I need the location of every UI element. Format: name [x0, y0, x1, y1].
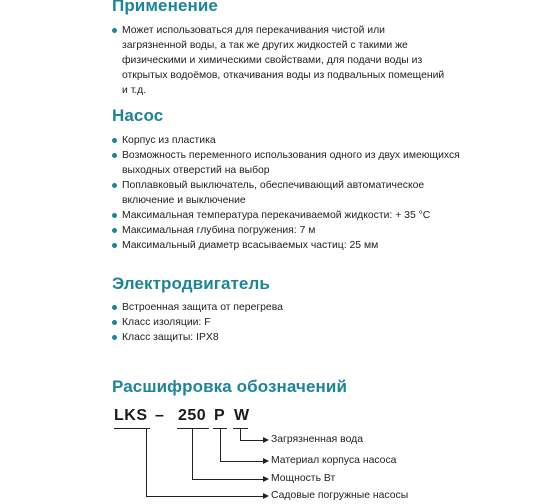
section-pump [112, 106, 552, 253]
bullet-dot-icon [112, 153, 117, 158]
section-application [112, 0, 552, 98]
arrow-right-icon [263, 493, 269, 499]
list-item: Встроенная защита от перегрева [112, 300, 552, 315]
bullet-dot-icon [112, 28, 117, 33]
list-item: Может использоваться для перекачивания чистой или загрязненной воды, а так же других жидкостей с такими же физическими и химическими свойствами, для подачи воды из открытых водоёмов, откачивания воды из подвальных помещений и т.д. [112, 23, 452, 98]
bullet-dot-icon [112, 228, 117, 233]
list-item: Максимальная глубина погружения: 7 м [112, 223, 552, 238]
legend-material: Материал корпуса насоса [271, 455, 397, 466]
motor-list [112, 300, 552, 345]
list-item: Максимальный диаметр всасываемых частиц: 25 мм [112, 238, 552, 253]
connector-material-v [220, 428, 221, 461]
code-part-water: W [234, 407, 250, 424]
bullet-dot-icon [112, 320, 117, 325]
list-item: Корпус из пластика [112, 133, 552, 148]
section-title-decoding: Расшифровка обозначений [112, 377, 348, 396]
bullet-dot-icon [112, 243, 117, 248]
connector-water-h [240, 440, 264, 441]
arrow-right-icon [263, 458, 269, 464]
bullet-dot-icon [112, 183, 117, 188]
underline-series [114, 428, 150, 429]
list-item: Максимальная температура перекачиваемой жидкости: + 35 °C [112, 208, 552, 223]
legend-series: Садовые погружные насосы [271, 490, 409, 501]
list-item: Класс изоляции: F [112, 315, 552, 330]
section-title-motor: Электродвигатель [112, 274, 270, 293]
bullet-dot-icon [112, 213, 117, 218]
code-part-power: 250 [178, 407, 207, 424]
bullet-dot-icon [112, 335, 117, 340]
list-item: Поплавковый выключатель, обеспечивающий автоматическое включение и выключение [112, 178, 442, 208]
connector-series-v [146, 428, 147, 496]
connector-power-h [192, 479, 264, 480]
section-title-application: Применение [112, 0, 218, 15]
section-motor [112, 274, 552, 345]
connector-power-v [192, 428, 193, 479]
arrow-right-icon [263, 476, 269, 482]
legend-power: Мощность Вт [271, 473, 336, 484]
list-item: Класс защиты: IPX8 [112, 330, 552, 345]
section-decoding [112, 377, 552, 397]
connector-material-h [220, 461, 264, 462]
list-item: Возможность переменного использования одного из двух имеющихся выходных отверстий на выбор [112, 148, 462, 178]
connector-water-v [240, 428, 241, 440]
legend-water: Загрязненная вода [271, 434, 363, 445]
bullet-dot-icon [112, 305, 117, 310]
connector-series-h [146, 496, 264, 497]
code-part-series: LKS [114, 407, 148, 424]
pump-list [112, 133, 552, 253]
code-part-material: P [214, 407, 226, 424]
underline-power [177, 428, 209, 429]
arrow-right-icon [263, 437, 269, 443]
bullet-dot-icon [112, 138, 117, 143]
application-list [112, 23, 552, 98]
code-part-dash: – [155, 407, 165, 424]
section-title-pump: Насос [112, 106, 164, 125]
